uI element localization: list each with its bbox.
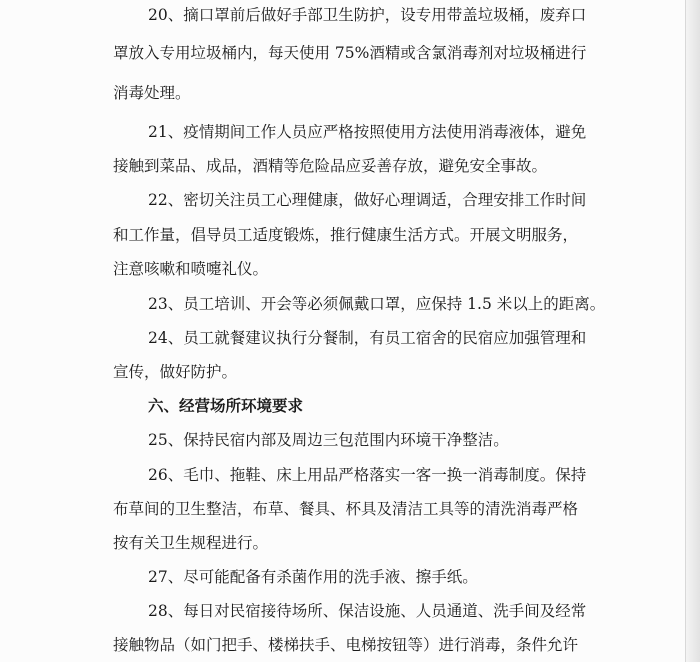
item-20-line-1: 20、摘口罩前后做好手部卫生防护，设专用带盖垃圾桶，废弃口: [148, 6, 587, 24]
item-21-line-1: 21、疫情期间工作人员应严格按照使用方法使用消毒液体，避免: [148, 123, 587, 141]
item-24-line-1: 24、员工就餐建议执行分餐制，有员工宿舍的民宿应加强管理和: [148, 329, 587, 347]
page-edge-shadow: [685, 0, 700, 662]
item-22-line-1: 22、密切关注员工心理健康，做好心理调适，合理安排工作时间: [148, 191, 587, 209]
item-21-line-2: 接触到菜品、成品，酒精等危险品应妥善存放，避免安全事故。: [113, 157, 548, 175]
item-24-line-2: 宣传，做好防护。: [113, 363, 238, 381]
item-23-line-1: 23、员工培训、开会等必须佩戴口罩，应保持 1.5 米以上的距离。: [148, 295, 606, 313]
item-25-line-1: 25、保持民宿内部及周边三包范围内环境干净整洁。: [148, 431, 509, 449]
item-26-line-3: 按有关卫生规程进行。: [113, 534, 269, 552]
item-26-line-1: 26、毛巾、拖鞋、床上用品严格落实一客一换一消毒制度。保持: [148, 466, 587, 484]
item-27-line-1: 27、尽可能配备有杀菌作用的洗手液、擦手纸。: [148, 568, 478, 586]
item-26-line-2: 布草间的卫生整洁，布草、餐具、杯具及清洁工具等的清洗消毒严格: [113, 500, 579, 518]
item-28-line-2: 接触物品（如门把手、楼梯扶手、电梯按钮等）进行消毒，条件允许: [113, 636, 579, 654]
item-20-line-2: 罩放入专用垃圾桶内，每天使用 75%酒精或含氯消毒剂对垃圾桶进行: [113, 44, 587, 62]
item-22-line-3: 注意咳嗽和喷嚏礼仪。: [113, 260, 269, 278]
section-heading: 六、经营场所环境要求: [148, 397, 304, 415]
item-22-line-2: 和工作量，倡导员工适度锻炼，推行健康生活方式。开展文明服务，: [113, 226, 579, 244]
item-20-line-3: 消毒处理。: [113, 84, 191, 102]
item-28-line-1: 28、每日对民宿接待场所、保洁设施、人员通道、洗手间及经常: [148, 602, 587, 620]
